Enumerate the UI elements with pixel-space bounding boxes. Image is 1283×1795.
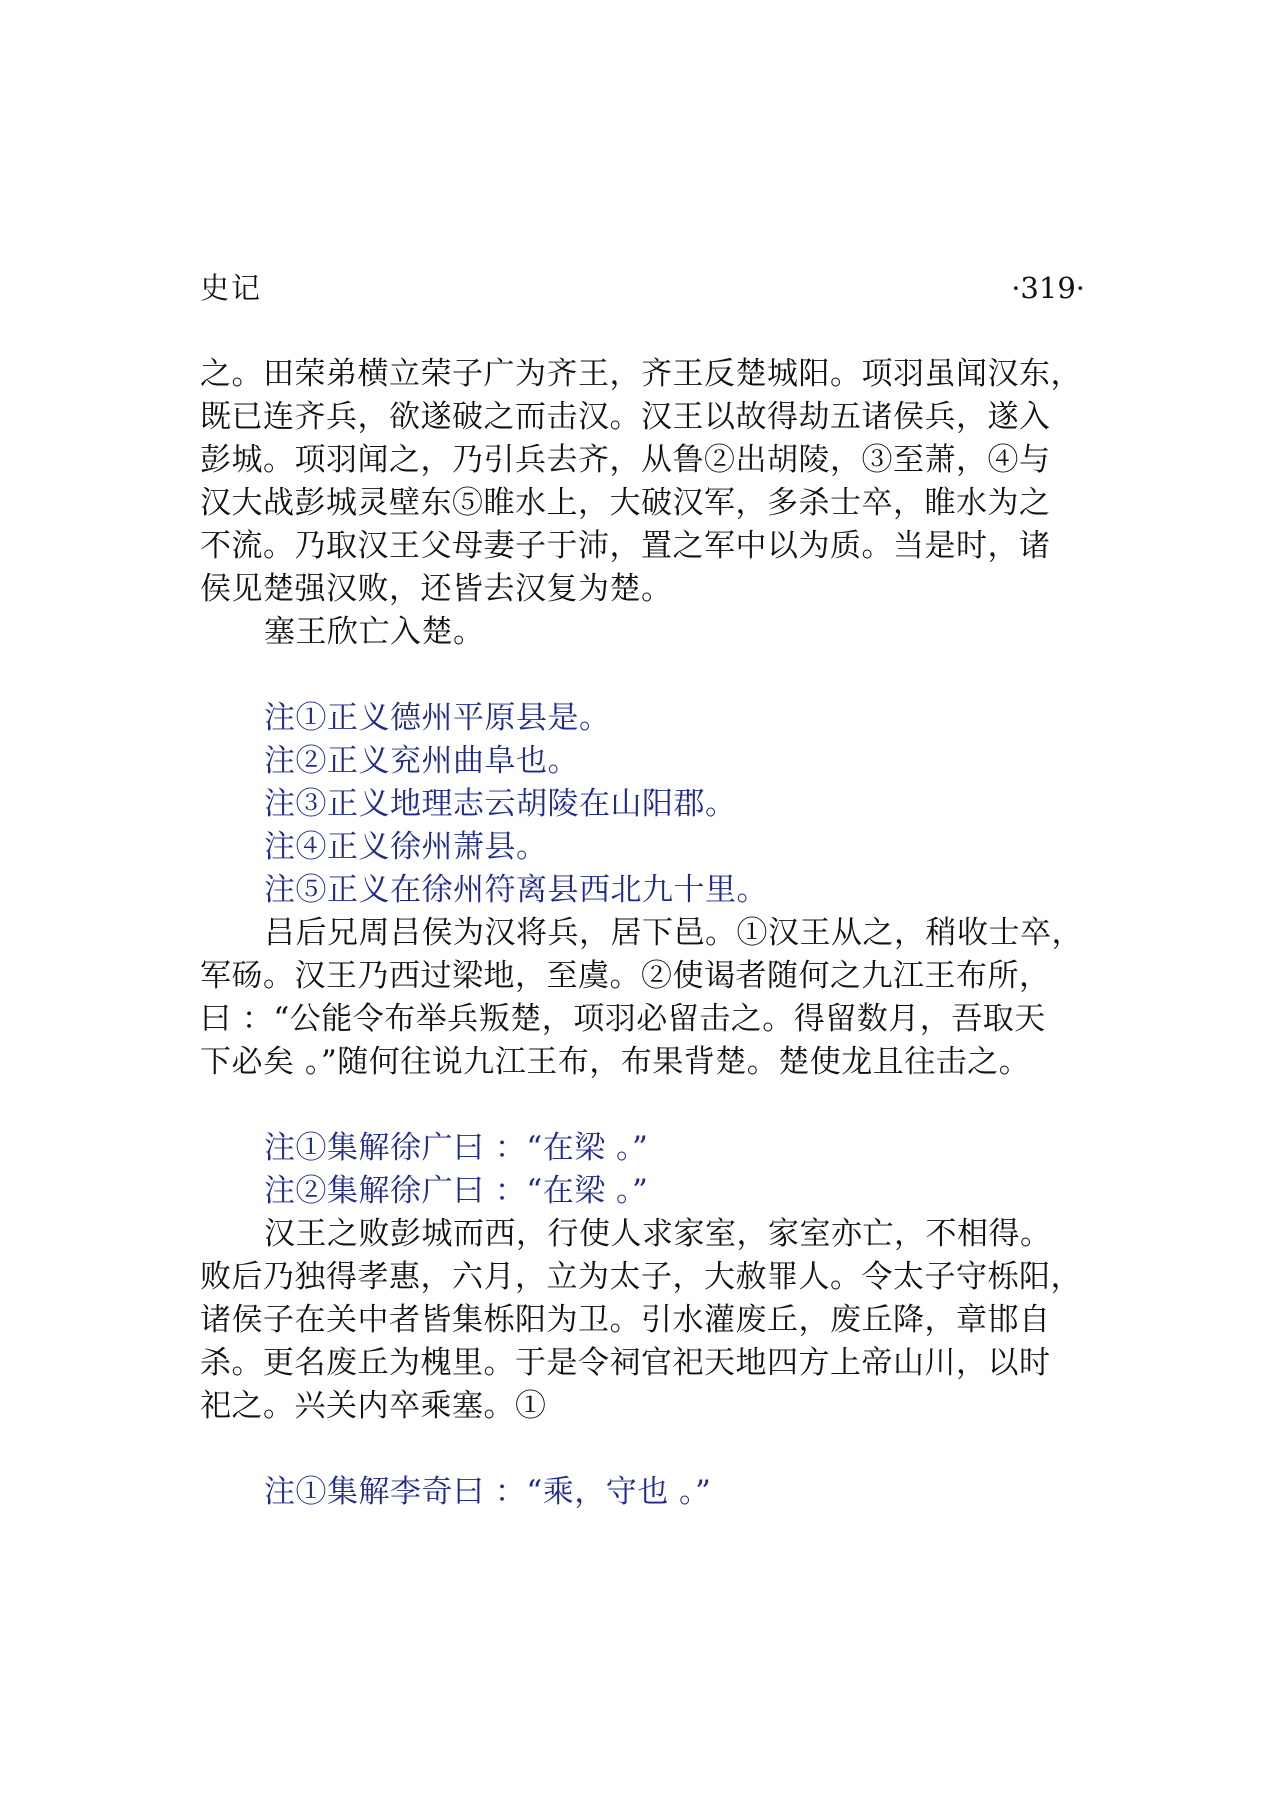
paragraph-line: 曰 ：“公能令布举兵叛楚，项羽必留击之。得留数月，吾取天 xyxy=(200,1001,1046,1037)
paragraph-line: 诸侯子在关中者皆集栎阳为卫。引水灌废丘，废丘降，章邯自 xyxy=(200,1302,1051,1338)
book-title: 史记 xyxy=(200,271,263,305)
paragraph-line: 不流。乃取汉王父母妻子于沛，置之军中以为质。当是时，诸 xyxy=(200,528,1051,564)
paragraph-line: 杀。更名废丘为槐里。于是令祠官祀天地四方上帝山川，以时 xyxy=(200,1345,1051,1381)
paragraph-line: 下必矣 。”随何往说九江王布，布果背楚。楚使龙且往击之。 xyxy=(200,1044,1031,1080)
paragraph-line: 军砀。汉王乃西过梁地，至虞。②使谒者随何之九江王布所， xyxy=(200,958,1051,994)
page-body xyxy=(200,353,1100,1514)
paragraph-line: 汉王之败彭城而西，行使人求家室，家室亦亡，不相得。 xyxy=(264,1216,1052,1252)
annotation-note: 注①集解徐广曰 ：“在梁 。” xyxy=(264,1130,649,1166)
annotation-note: 注②正义兖州曲阜也。 xyxy=(264,743,579,779)
paragraph-line: 之。田荣弟横立荣子广为齐王，齐王反楚城阳。项羽虽闻汉东， xyxy=(200,356,1082,392)
blank-line xyxy=(200,654,1100,697)
paragraph-line: 汉大战彭城灵壁东⑤睢水上，大破汉军，多杀士卒，睢水为之 xyxy=(200,485,1051,521)
paragraph-line: 败后乃独得孝惠，六月，立为太子，大赦罪人。令太子守栎阳， xyxy=(200,1259,1082,1295)
paragraph-line: 祀之。兴关内卒乘塞。① xyxy=(200,1388,547,1424)
page-number: ·319· xyxy=(1011,271,1085,305)
blank-line xyxy=(200,1428,1100,1471)
annotation-note: 注③正义地理志云胡陵在山阳郡。 xyxy=(264,786,737,822)
paragraph-line: 塞王欣亡入楚。 xyxy=(264,614,485,650)
paragraph-line: 既已连齐兵，欲遂破之而击汉。汉王以故得劫五诸侯兵，遂入 xyxy=(200,399,1051,435)
annotation-note: 注①正义德州平原县是。 xyxy=(264,700,611,736)
blank-line xyxy=(200,1084,1100,1127)
paragraph-line: 吕后兄周吕侯为汉将兵，居下邑。①汉王从之，稍收士卒， xyxy=(264,915,1083,951)
annotation-note: 注①集解李奇曰 ：“乘，守也 。” xyxy=(264,1474,712,1510)
paragraph-line: 侯见楚强汉败，还皆去汉复为楚。 xyxy=(200,571,673,607)
paragraph-line: 彭城。项羽闻之，乃引兵去齐，从鲁②出胡陵，③至萧，④与 xyxy=(200,442,1051,478)
annotation-note: 注⑤正义在徐州符离县西北九十里。 xyxy=(264,872,768,908)
annotation-note: 注④正义徐州萧县。 xyxy=(264,829,548,865)
annotation-note: 注②集解徐广曰 ：“在梁 。” xyxy=(264,1173,649,1209)
